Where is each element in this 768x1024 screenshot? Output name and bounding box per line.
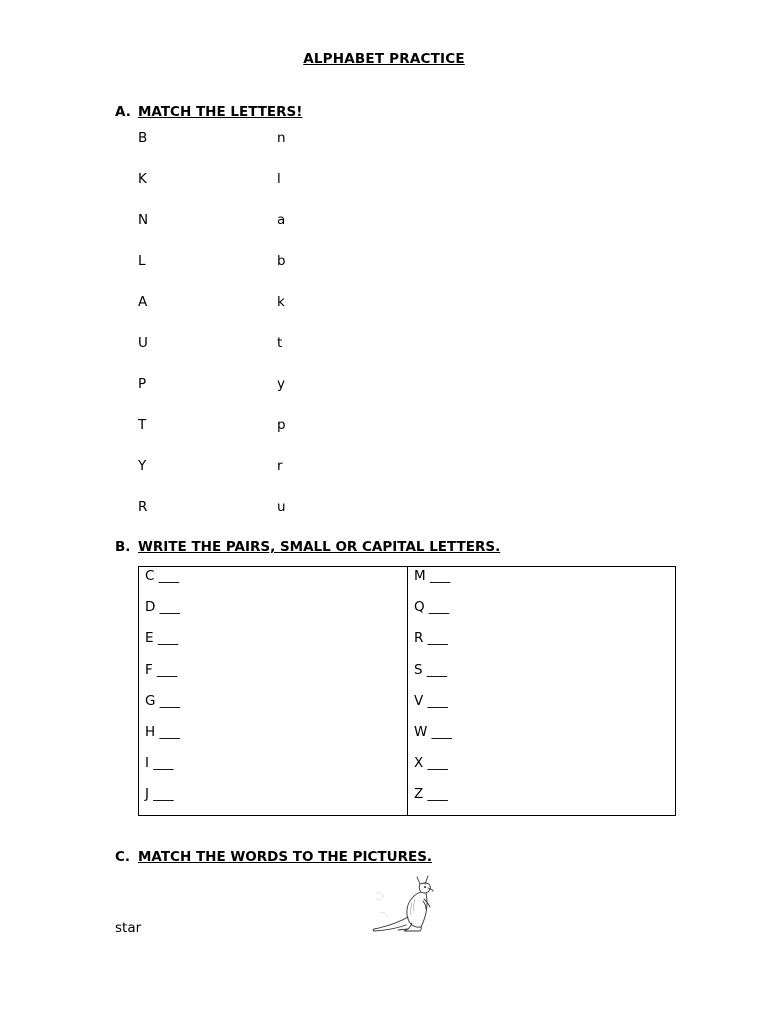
pair-item: W ___	[414, 723, 452, 740]
capital-letter: N	[138, 212, 149, 228]
section-b-heading: WRITE THE PAIRS, SMALL OR CAPITAL LETTERS.	[138, 539, 501, 555]
kangaroo-icon	[368, 873, 436, 935]
match-letters-list	[138, 130, 438, 540]
small-letter: p	[277, 417, 286, 433]
pairs-left-column	[139, 567, 408, 815]
match-row	[138, 376, 438, 417]
pair-item: R ___	[414, 630, 448, 647]
match-row	[138, 212, 438, 253]
small-letter: r	[277, 458, 283, 474]
match-row	[138, 417, 438, 458]
capital-letter: U	[138, 335, 148, 351]
capital-letter: B	[138, 130, 148, 146]
pair-item: S ___	[414, 661, 448, 678]
pair-item: Z ___	[414, 786, 448, 803]
capital-letter: R	[138, 499, 148, 515]
small-letter: t	[277, 335, 283, 351]
pairs-table	[138, 566, 676, 816]
page-title: ALPHABET PRACTICE	[303, 51, 465, 67]
match-row	[138, 294, 438, 335]
pair-item: E ___	[145, 630, 179, 647]
small-letter: u	[277, 499, 286, 515]
section-a-header	[115, 104, 302, 120]
section-b-header	[115, 539, 500, 555]
pair-item: M ___	[414, 568, 451, 584]
section-a-heading: MATCH THE LETTERS!	[138, 104, 303, 120]
match-row	[138, 130, 438, 171]
capital-letter: T	[138, 417, 147, 433]
small-letter: l	[277, 171, 281, 187]
capital-letter: Y	[138, 458, 147, 474]
small-letter: n	[277, 130, 286, 146]
pair-item: I ___	[145, 755, 174, 772]
capital-letter: L	[138, 253, 146, 269]
pair-item: F ___	[145, 661, 178, 678]
capital-letter: A	[138, 294, 148, 310]
small-letter: a	[277, 212, 286, 228]
match-row	[138, 171, 438, 212]
pair-item: V ___	[414, 692, 448, 709]
section-b-letter: B.	[115, 539, 131, 555]
small-letter: b	[277, 253, 286, 269]
pairs-right-column	[408, 567, 675, 815]
small-letter: k	[277, 294, 285, 310]
small-letter: y	[277, 376, 285, 392]
pair-item: X ___	[414, 755, 448, 772]
match-row	[138, 253, 438, 294]
section-c-header	[115, 849, 432, 865]
pair-item: J ___	[145, 786, 174, 803]
pair-item: Q ___	[414, 599, 450, 616]
word-star: star	[115, 920, 142, 936]
match-row	[138, 458, 438, 499]
match-row	[138, 499, 438, 540]
section-c-letter: C.	[115, 849, 131, 865]
pair-item: C ___	[145, 568, 179, 584]
pair-item: H ___	[145, 723, 180, 740]
capital-letter: K	[138, 171, 147, 187]
pair-item: G ___	[145, 692, 181, 709]
capital-letter: P	[138, 376, 147, 392]
match-row	[138, 335, 438, 376]
pair-item: D ___	[145, 599, 180, 616]
section-a-letter: A.	[115, 104, 131, 120]
section-c-heading: MATCH THE WORDS TO THE PICTURES.	[138, 849, 433, 865]
